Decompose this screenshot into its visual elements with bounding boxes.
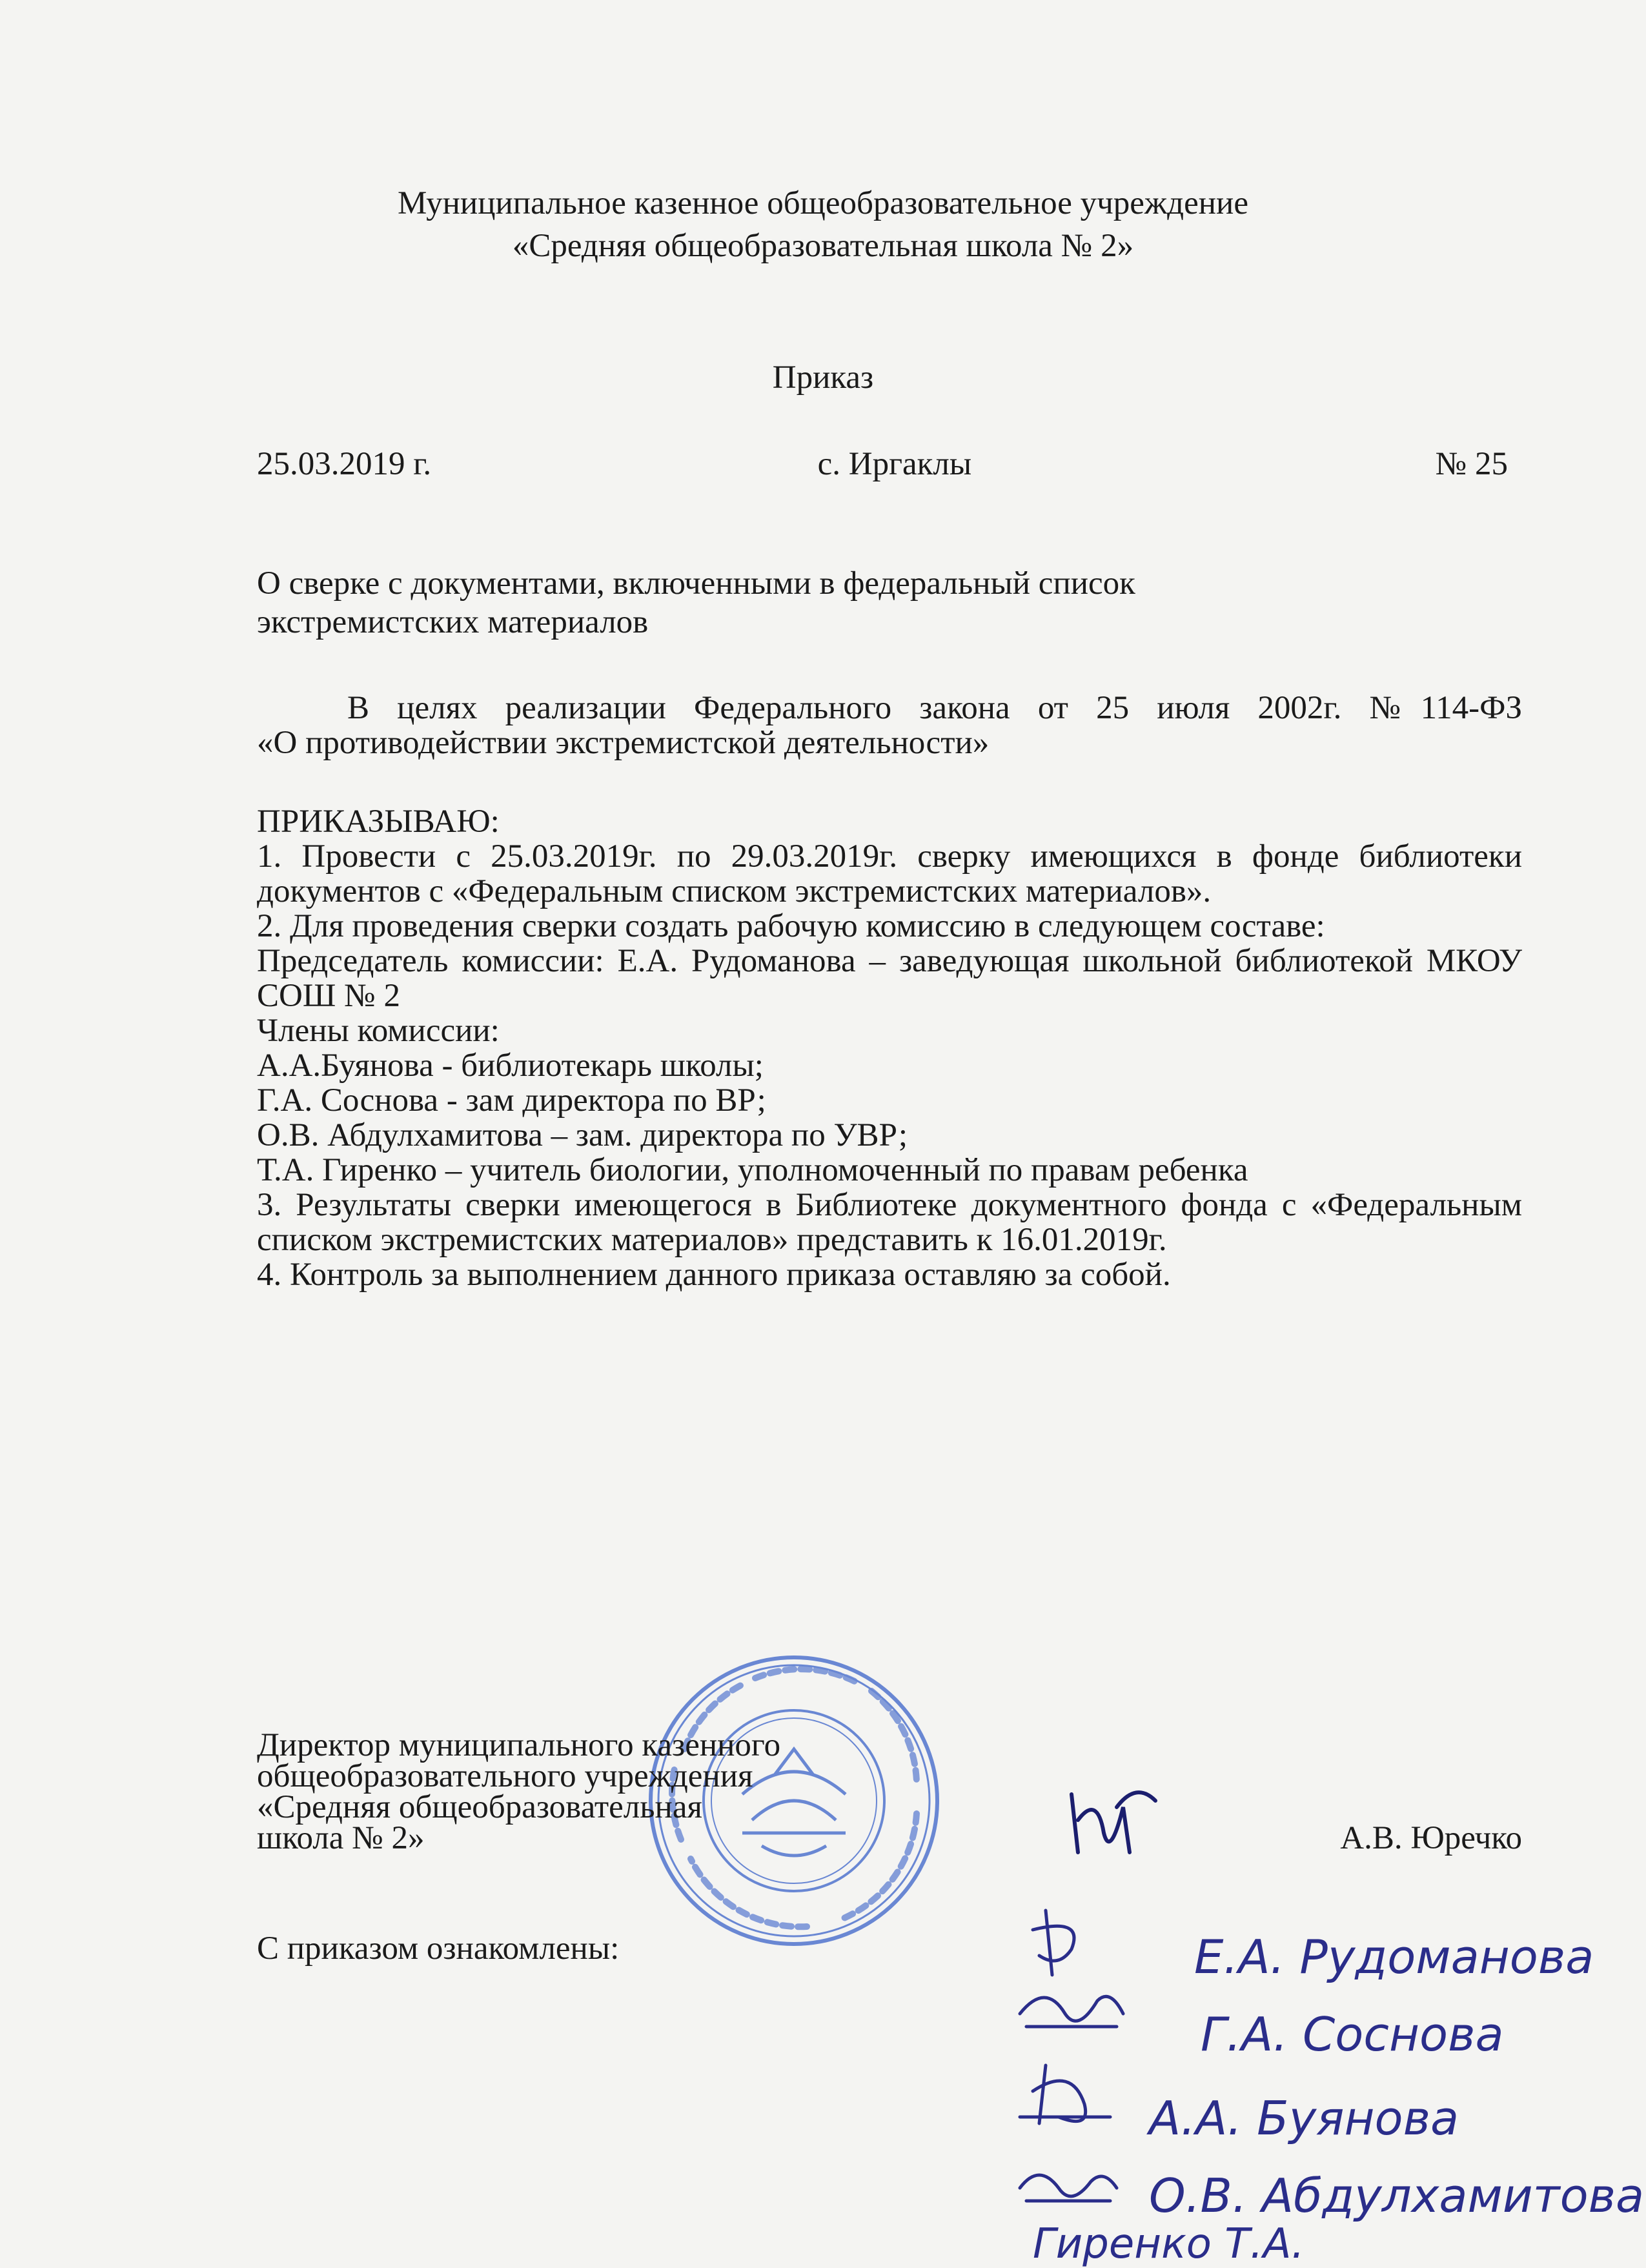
order-heading: ПРИКАЗЫВАЮ:	[257, 804, 500, 840]
member-item: О.В. Абдулхамитова – зам. директора по УВР;	[257, 1117, 908, 1153]
order-item-3: 3. Результаты сверки имеющегося в Библиотеке документного фонда с «Федеральным списком экстремистских материалов» представить к 16.01.2019г.	[257, 1187, 1522, 1258]
doc-date: 25.03.2019 г.	[257, 446, 432, 482]
order-item-2: 2. Для проведения сверки создать рабочую комиссию в следующем составе:	[257, 908, 1325, 944]
signature-title-line3: «Средняя общеобразовательная	[257, 1789, 702, 1825]
order-item-1: 1. Провести с 25.03.2019г. по 29.03.2019г. сверку имеющихся в фонде библиотеки документов с «Федеральным списком экстремистских материалов».	[257, 838, 1522, 909]
handwritten-signature-5: Гиренко Т.А.	[1033, 2220, 1305, 2268]
org-name-line1: Муниципальное казенное общеобразовательное учреждение	[398, 185, 1248, 221]
doc-place: с. Иргаклы	[817, 446, 972, 482]
subject-line2: экстремистских материалов	[257, 604, 649, 640]
handwritten-signature-1: Е.А. Рудоманова	[1194, 1930, 1594, 1984]
order-item-4: 4. Контроль за выполнением данного приказа оставляю за собой.	[257, 1257, 1171, 1293]
doc-meta-row	[257, 445, 1508, 483]
signature-block	[257, 1727, 1522, 1856]
preamble-line1: В целях реализации Федерального закона от 25 июля 2002г. №114-ФЗ	[347, 690, 1522, 726]
doc-body	[257, 691, 1522, 1292]
org-name-line2: «Средняя общеобразовательная школа № 2»	[512, 228, 1134, 264]
member-item: Г.А. Соснова - зам директора по ВР;	[257, 1082, 766, 1119]
signature-title-line4: школа № 2»	[257, 1820, 425, 1856]
doc-subject	[257, 564, 1354, 642]
preamble-line2: «О противодействии экстремистской деятельности»	[257, 725, 990, 761]
handwritten-signature-2: Г.А. Соснова	[1201, 2007, 1504, 2061]
doc-title: Приказ	[772, 359, 874, 396]
handwritten-signature-4: О.В. Абдулхамитова	[1149, 2169, 1645, 2223]
signature-title-line2: общеобразовательного учреждения	[257, 1758, 753, 1794]
doc-number: № 25	[1435, 446, 1508, 482]
director-signature-icon	[1059, 1768, 1162, 1872]
initials-signatures-icon	[1007, 1904, 1136, 2253]
acknowledged-label: С приказом ознакомлены:	[257, 1930, 620, 1967]
members-label: Члены комиссии:	[257, 1013, 500, 1049]
member-item: Т.А. Гиренко – учитель биологии, уполномоченный по правам ребенка	[257, 1152, 1248, 1188]
director-name: А.В. Юречко	[1340, 1820, 1522, 1856]
signature-title-line1: Директор муниципального казенного	[257, 1727, 781, 1763]
member-item: А.А.Буянова - библиотекарь школы;	[257, 1048, 764, 1084]
subject-line1: О сверке с документами, включенными в федеральный список	[257, 565, 1135, 602]
handwritten-signature-3: А.А. Буянова	[1149, 2091, 1459, 2145]
commission-chair: Председатель комиссии: Е.А. Рудоманова – заведующая школьной библиотекой МКОУ СОШ № 2	[257, 943, 1522, 1014]
